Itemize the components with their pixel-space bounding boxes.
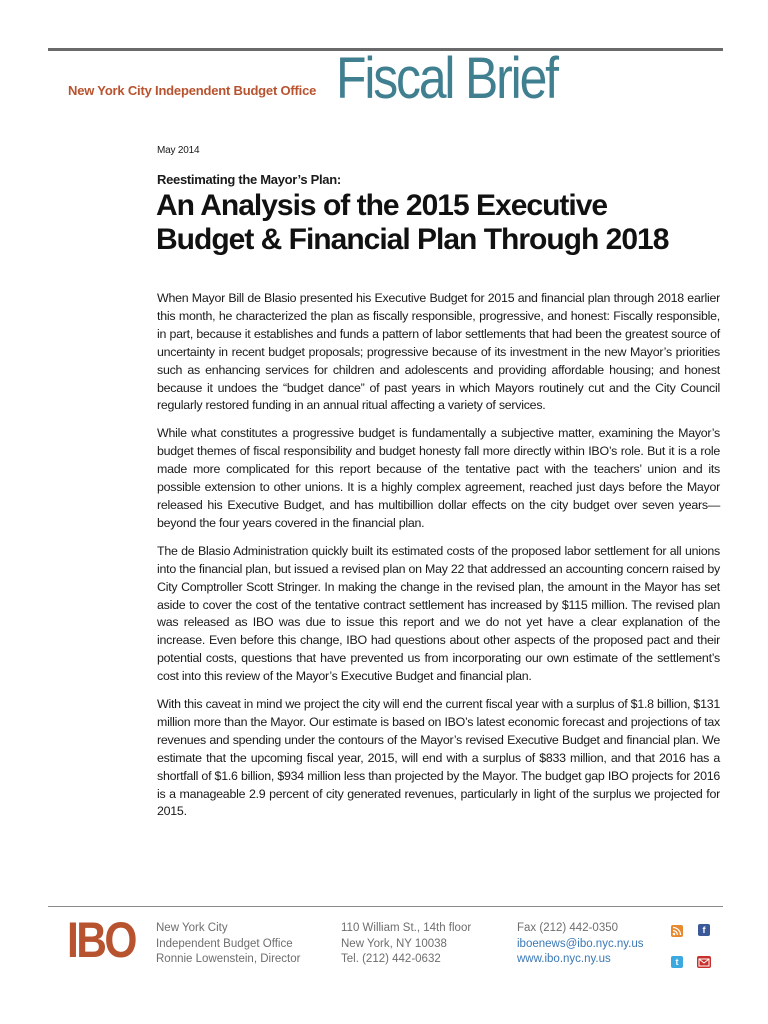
headline-line-1: An Analysis of the 2015 Executive [156, 189, 608, 222]
footer-office: Independent Budget Office [156, 937, 293, 950]
footer-phone: Tel. (212) 442-0632 [341, 953, 441, 965]
facebook-icon[interactable]: f [698, 924, 710, 936]
publication-title: Fiscal Brief [336, 46, 557, 111]
twitter-icon[interactable]: t [671, 956, 683, 968]
footer-rule [48, 906, 723, 907]
article-body [157, 290, 720, 831]
headline-line-2: Budget & Financial Plan Through 2018 [156, 223, 669, 256]
footer-director: Ronnie Lowenstein, Director [156, 953, 301, 965]
article-headline [156, 189, 736, 257]
footer-city-zip: New York, NY 10038 [341, 937, 447, 950]
paragraph: With this caveat in mind we project the city will end the current fiscal year with a surplus of $1.8 billion, $131 million more than the Mayor. Our estimate is based on IBO’s latest economic forecast and projections of tax revenues and spending under the contours of the Mayor’s revised Executive Budget and financial plan. We estimate that the upcoming fiscal year, 2015, will end with a surplus of $833 million, and that 2016 has a shortfall of $1.6 billion, $934 million less than projected by the Mayor. The budget gap IBO projects for 2016 is a manageable 2.9 percent of city generated revenues, particularly in light of the surplus we projected for 2015. [157, 697, 720, 819]
publication-date: May 2014 [157, 145, 200, 156]
footer-org-info [156, 921, 300, 968]
footer-website-link[interactable]: www.ibo.nyc.ny.us [517, 953, 611, 965]
footer-address [341, 921, 471, 968]
paragraph: The de Blasio Administration quickly built its estimated costs of the proposed labor settlement for all unions into the financial plan, but issued a revised plan on May 22 that addressed an accounting concern raised by City Comptroller Scott Stringer. In making the change in the revised plan, the amount in the Mayor has set aside to cover the cost of the tentative contract settlement has increased by $115 million. The revised plan was released as IBO was due to issue this report and we do not yet have a clear explanation of the increase. Even before this change, IBO had questions about other aspects of the proposed pact and their potential costs, questions that have prevented us from incorporating our own estimate of the settlement’s cost into this review of the Mayor’s Executive Budget and financial plan. [157, 543, 720, 684]
rss-icon[interactable] [671, 925, 683, 937]
org-name: New York City Independent Budget Office [68, 83, 317, 98]
footer-city: New York City [156, 922, 228, 934]
ibo-logo: IBO [67, 912, 135, 968]
paragraph: While what constitutes a progressive budget is fundamentally a subjective matter, examining the Mayor’s budget themes of fiscal responsibility and budget honesty fall more directly within IBO’s role. But it is a role made more complicated for this report because of the tentative pact with the teachers’ union and its possible extension to other unions. It is a highly complex agreement, reached just days before the Mayor released his Executive Budget, and has multibillion dollar effects on the city budget over seven years—beyond the four years covered in the financial plan. [157, 426, 720, 530]
article-subtitle: Reestimating the Mayor’s Plan: [157, 172, 341, 187]
footer-email-link[interactable]: iboenews@ibo.nyc.ny.us [517, 937, 644, 950]
paragraph: When Mayor Bill de Blasio presented his Executive Budget for 2015 and financial plan through 2018 earlier this month, he characterized the plan as fiscally responsible, progressive, and honest: Fiscally responsible, in part, because it establishes and funds a pattern of labor settlements that had been the greatest source of uncertainty in recent budget proposals; progressive because of its investment in the new Mayor’s priorities such as enhancing services for children and adolescents and providing affordable housing; and honest because it undoes the “budget dance” of past years in which Mayors routinely cut and the City Council regularly restored funding in an annual ritual affecting a variety of services. [157, 291, 720, 413]
footer-fax: Fax (212) 442-0350 [517, 922, 619, 934]
email-icon[interactable] [697, 956, 711, 968]
footer-contact [517, 921, 644, 968]
footer-street: 110 William St., 14th floor [341, 922, 472, 934]
